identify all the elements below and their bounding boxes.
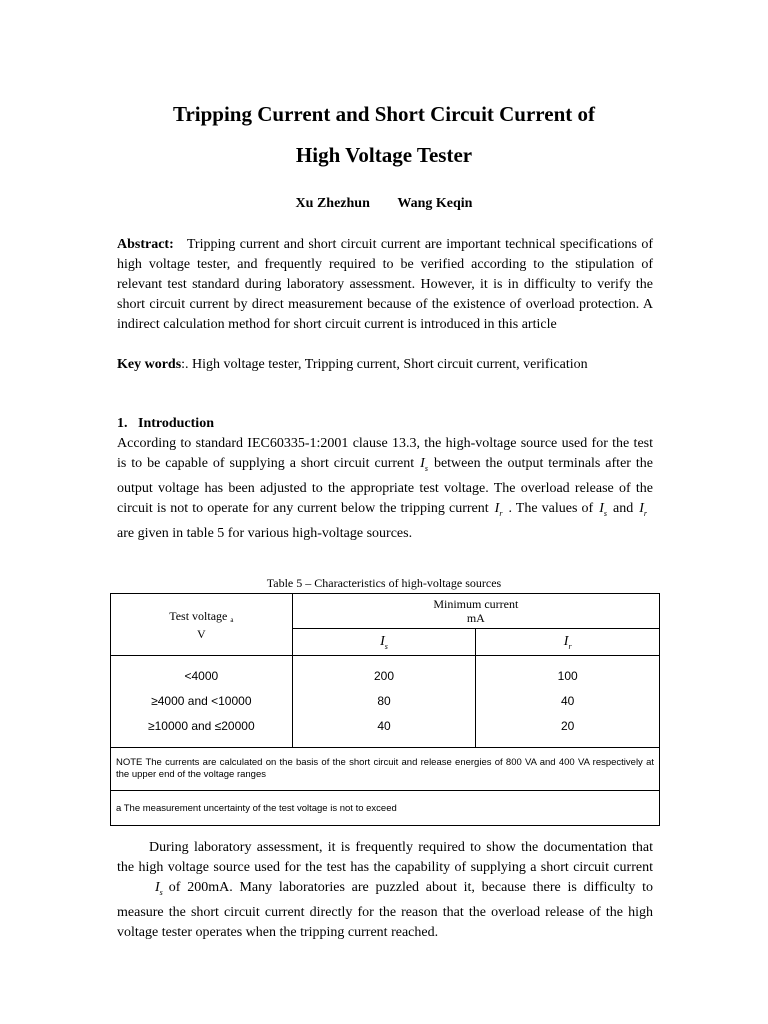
body-text: of 200mA. Many laboratories are puzzled about it, because there is difficulty to measure the short circuit current directly for the reason that the overload release of the high voltage tester operates when the tripping current reached.	[117, 880, 653, 940]
symbol-ir: $I_r$	[639, 500, 647, 518]
table-cell: 40	[560, 694, 575, 708]
table-cell: <4000	[184, 669, 219, 683]
header-is-symbol: $I_s$	[292, 629, 476, 656]
abstract-text: Tripping current and short circuit current are important technical specifications of high voltage tester, and frequently required to be verified according to the stipulation of relevant test standard during laboratory assessment. However, it is in difficulty to verify the short circuit current by direct measurement because of the existence of overload protection. A indirect calculation method for short circuit current is introduced in this article	[117, 237, 653, 332]
abstract-label: Abstract:	[117, 237, 174, 252]
ir-column	[476, 656, 660, 748]
voltage-column	[111, 656, 293, 748]
intro-text: are given in table 5 for various high-voltage sources.	[117, 525, 413, 541]
keywords	[117, 355, 653, 375]
symbol-is: $I_s$	[155, 880, 163, 897]
intro-text: According to standard IEC60335-1:2001 clause 13.3, the high-voltage source used for the test is to be capable of supplying a short circuit current	[117, 436, 653, 471]
table-cell: ≥4000 and <10000	[151, 694, 252, 708]
table-cell: 200	[373, 669, 395, 683]
table-note-row	[111, 748, 660, 791]
intro-paragraph	[117, 434, 653, 544]
author-list	[0, 196, 768, 212]
table-data-row	[111, 656, 660, 748]
keywords-text: :. High voltage tester, Tripping current, Short circuit current, verification	[181, 357, 588, 372]
symbol-ir: $I_r$	[494, 500, 503, 518]
intro-text: and	[612, 500, 634, 516]
table-note: NOTE The currents are calculated on the basis of the short circuit and release energies of 800 VA and 400 VA respectively at the upper end of the voltage ranges	[111, 748, 660, 791]
table-cell: ≥10000 and ≤20000	[148, 719, 255, 733]
intro-text: . The values of	[508, 500, 594, 516]
symbol-is: $I_s$	[420, 456, 428, 473]
table-cell: 80	[377, 694, 391, 708]
table-5	[110, 593, 660, 826]
is-column	[292, 656, 476, 748]
author-name: Xu Zhezhun	[295, 196, 370, 211]
abstract	[117, 235, 653, 335]
body-paragraph	[117, 838, 653, 943]
table-header-row	[111, 594, 660, 629]
header-minimum-current: Minimum current mA	[292, 594, 659, 629]
table-footnote: a The measurement uncertainty of the test voltage is not to exceed	[111, 791, 660, 826]
table-cell: 100	[557, 669, 578, 683]
intro-text: between the output terminals after the output voltage has been adjusted to the appropriate test voltage. The overload release of the circuit is not to operate for any current below the tripping current	[117, 456, 653, 516]
table-cell: 40	[377, 719, 391, 733]
header-test-voltage: Test voltage a V	[111, 594, 293, 656]
body-text: During laboratory assessment, it is frequently required to show the documentation that the high voltage source used for the test has the capability of supplying a short circuit current	[117, 840, 653, 875]
symbol-is: $I_s$	[599, 500, 607, 518]
author-name: Wang Keqin	[397, 196, 473, 211]
keywords-label: Key words	[117, 357, 182, 372]
table-caption: Table 5 – Characteristics of high-voltage sources	[266, 576, 502, 590]
table-footnote-row	[111, 791, 660, 826]
paper-title-line1: Tripping Current and Short Circuit Current of	[173, 102, 595, 126]
header-ir-symbol: $I_r$	[476, 629, 660, 656]
paper-title-line2: High Voltage Tester	[295, 143, 473, 167]
table-cell: 20	[560, 719, 575, 733]
section-heading-introduction: 1. Introduction	[117, 416, 214, 431]
